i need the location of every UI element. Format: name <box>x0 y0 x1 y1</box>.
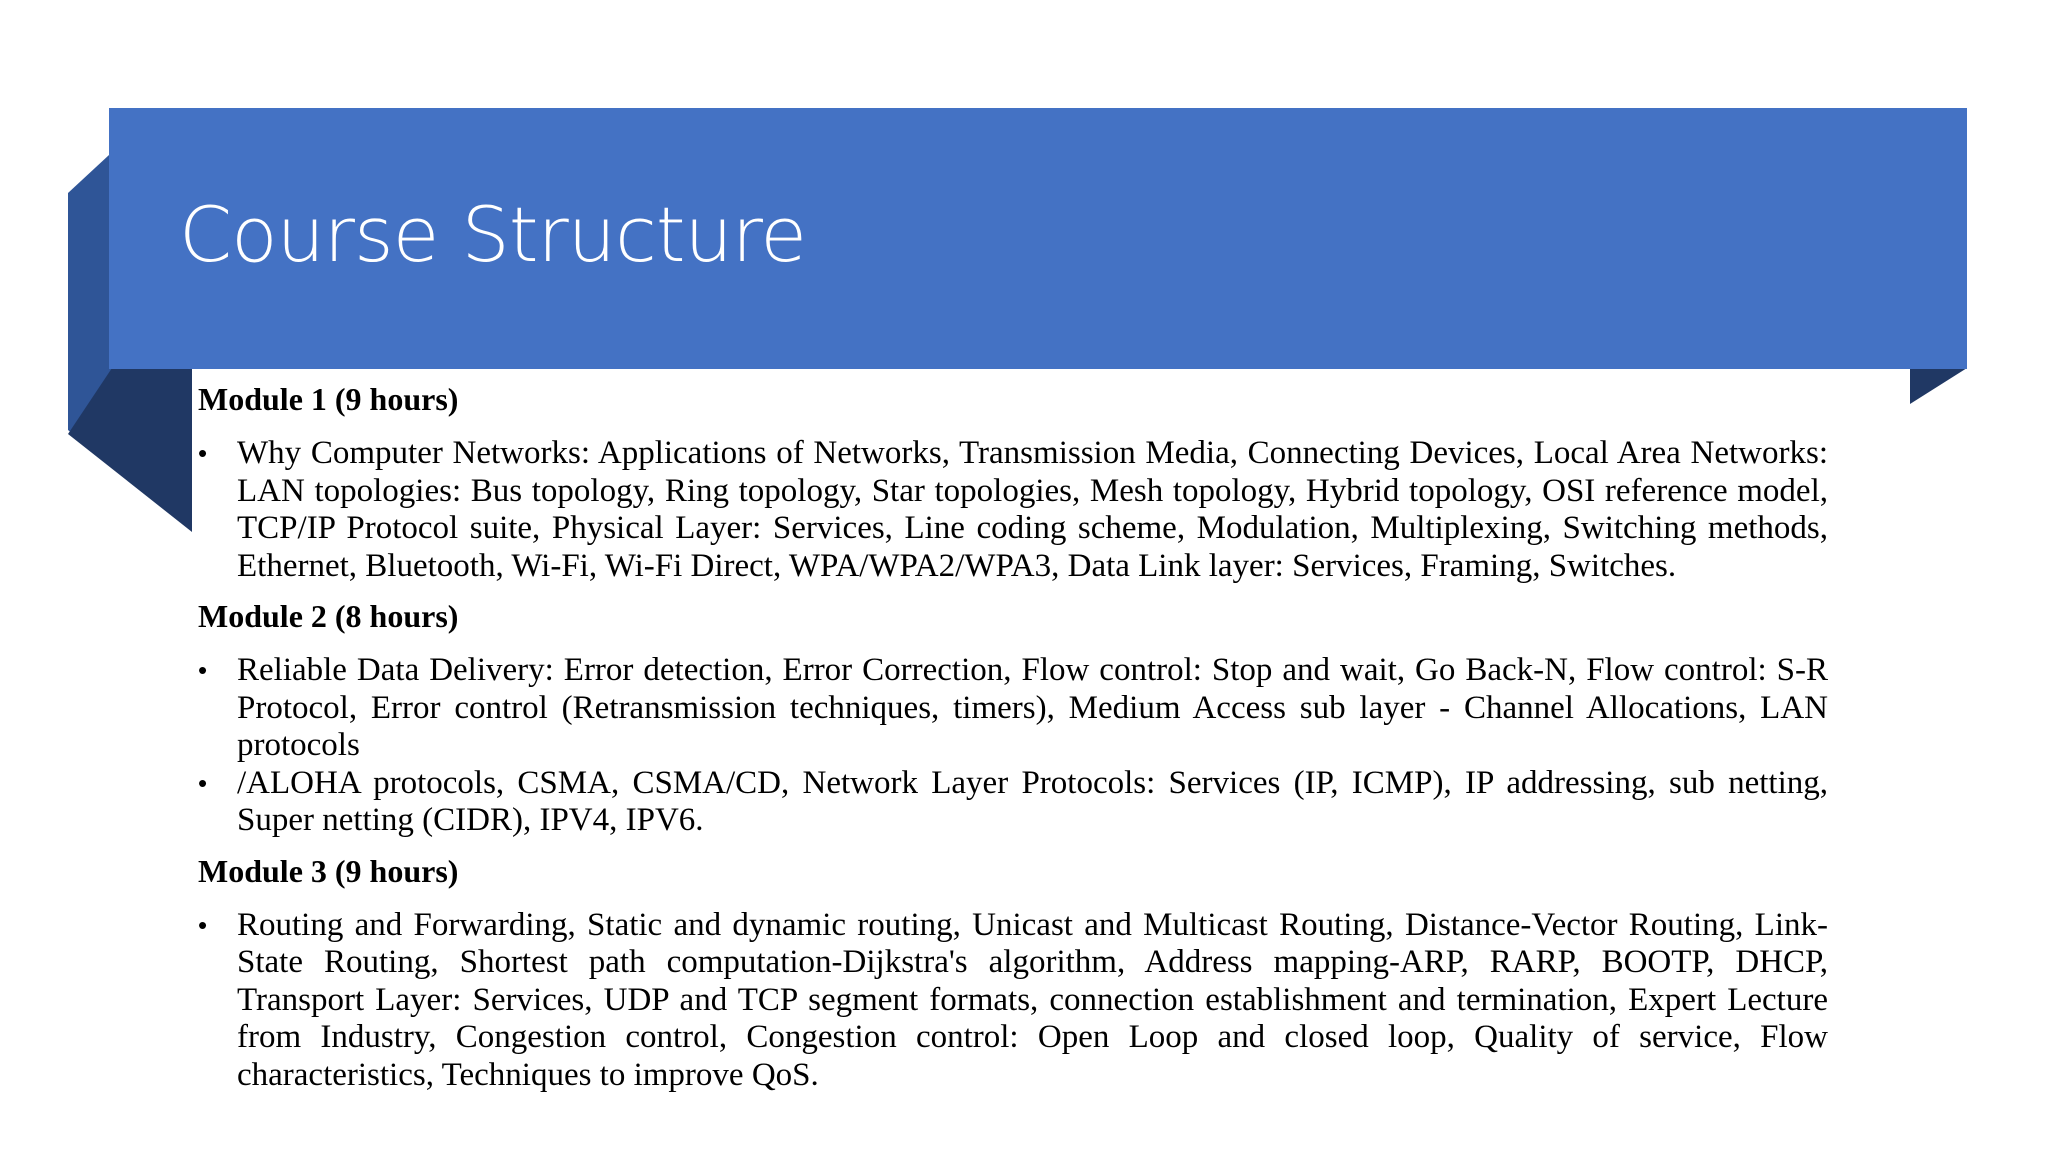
bullet-dot-icon: • <box>198 438 208 468</box>
slide-content <box>198 375 1828 1094</box>
bullet-dot-icon: • <box>198 655 208 685</box>
module-heading: Module 2 (8 hours) <box>198 598 459 634</box>
ribbon-fold-right <box>1910 368 1967 404</box>
bullet-text: Reliable Data Delivery: Error detection, Error Correction, Flow control: Stop and wait, Go Back-N, Flow control: S-R Protocol, Error control (Retransmission techniques, timers), Medium Access sub layer - Channel Allocations, LAN protocols <box>237 652 1828 763</box>
slide-title: Course Structure <box>179 190 807 279</box>
module-heading: Module 3 (9 hours) <box>198 852 459 889</box>
bullet-dot-icon: • <box>198 767 208 798</box>
bullet-list <box>198 907 1828 1095</box>
bullet-list <box>198 435 1828 585</box>
bullet-item <box>198 907 1828 1095</box>
bullet-text: Routing and Forwarding, Static and dynamic routing, Unicast and Multicast Routing, Distance-Vector Routing, Link-State Routing, Shortest path computation-Dijkstra's algorithm, Address mapping-ARP, RARP, BOOTP, DHCP, Transport Layer: Services, UDP and TCP segment formats, connection establishment and termination, Expert Lecture from Industry, Congestion control, Congestion control: Open Loop and closed loop, Quality of service, Flow characteristics, Techniques to improve QoS. <box>237 906 1828 1093</box>
bullet-item <box>198 435 1828 585</box>
bullet-list <box>198 652 1828 840</box>
bullet-text: Why Computer Networks: Applications of Networks, Transmission Media, Connecting Devices, Local Area Networks: LAN topologies: Bus topology, Ring topology, Star topologies, Mesh topology, Hybrid topology, OSI reference model, TCP/IP Protocol suite, Physical Layer: Services, Line coding scheme, Modulation, Multiplexing, Switching methods, Ethernet, Bluetooth, Wi-Fi, Wi-Fi Direct, WPA/WPA2/WPA3, Data Link layer: Services, Framing, Switches. <box>237 435 1828 584</box>
bullet-item <box>198 652 1828 765</box>
bullet-item <box>198 765 1828 840</box>
bullet-text: /ALOHA protocols, CSMA, CSMA/CD, Network Layer Protocols: Services (IP, ICMP), IP addressing, sub netting, Super netting (CIDR), IPV4, IPV6. <box>237 764 1828 838</box>
module-heading: Module 1 (9 hours) <box>198 381 459 417</box>
bullet-dot-icon: • <box>198 909 208 940</box>
